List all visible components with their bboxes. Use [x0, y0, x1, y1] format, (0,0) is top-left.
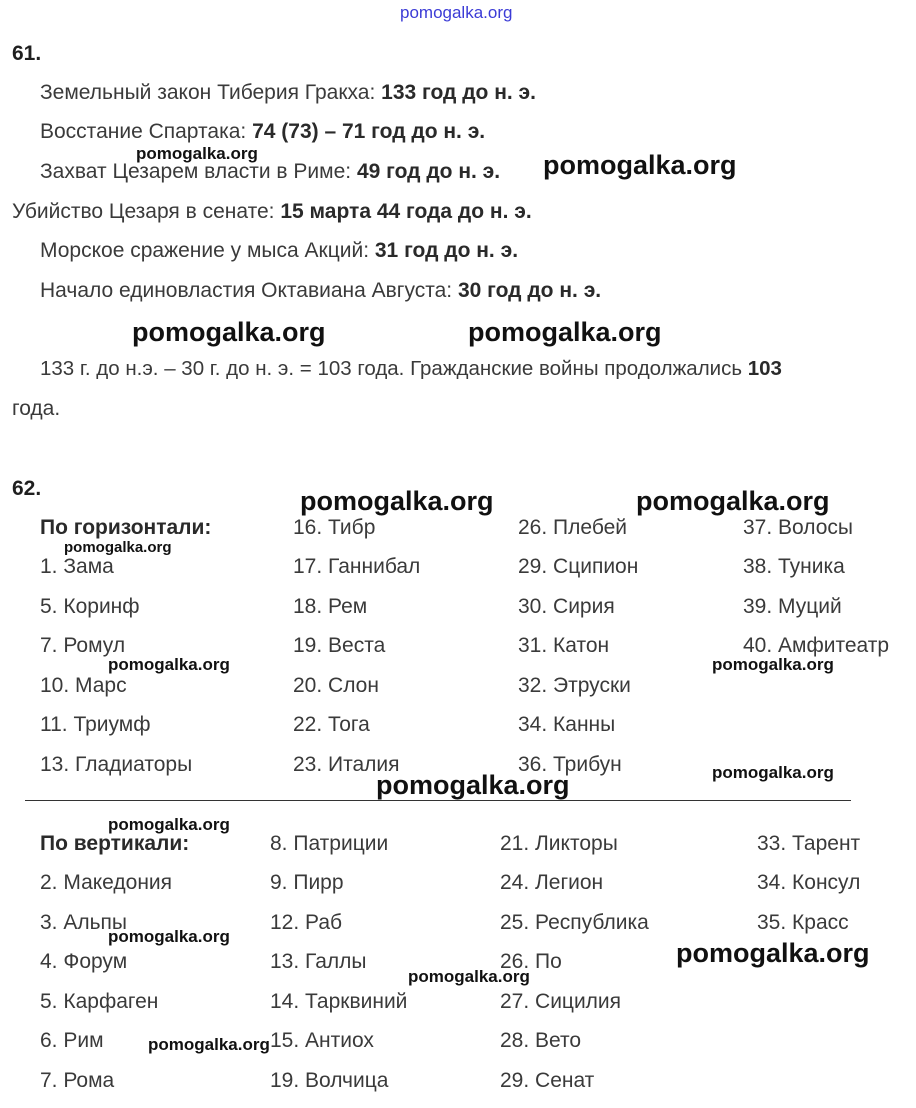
vertical-heading: По вертикали: — [40, 832, 190, 855]
event-row-5 — [40, 240, 518, 261]
answer-item: 4. Форум — [40, 950, 128, 973]
answer-item: 3. Альпы — [40, 911, 128, 934]
watermark: pomogalka.org — [64, 539, 172, 556]
answer-item: 32. Этруски — [518, 674, 631, 697]
watermark: pomogalka.org — [712, 763, 834, 782]
answer-item: 13. Гладиаторы — [40, 753, 193, 776]
event-label: Земельный закон Тиберия Гракха: — [40, 81, 382, 104]
answer-item: 27. Сицилия — [500, 990, 622, 1013]
event-date: 15 марта 44 года до н. э. — [280, 200, 532, 223]
event-label: Восстание Спартака: — [40, 120, 253, 143]
answer-item: 11. Триумф — [40, 713, 151, 736]
answer-item: 29. Сенат — [500, 1069, 595, 1092]
answer-item: 35. Красс — [757, 911, 849, 934]
event-label: Начало единовластия Октавиана Августа: — [40, 279, 458, 302]
watermark: pomogalka.org — [408, 967, 530, 986]
calc-line — [40, 359, 782, 380]
answer-item: 14. Тарквиний — [270, 990, 408, 1013]
answer-item: 30. Сирия — [518, 595, 615, 618]
event-date: 49 год до н. э. — [356, 160, 501, 183]
answer-item: 34. Консул — [757, 871, 861, 894]
calc-text: 133 г. до н.э. – 30 г. до н. э. = 103 года. Гражданские войны продолжались — [40, 357, 748, 380]
answer-item: 6. Рим — [40, 1029, 104, 1052]
answer-item: 34. Канны — [518, 713, 616, 736]
task-62-number: 62. — [12, 477, 42, 500]
watermark: pomogalka.org — [300, 486, 494, 516]
answer-item: 7. Рома — [40, 1069, 115, 1092]
event-date: 31 год до н. э. — [374, 239, 519, 262]
answer-item: 2. Македония — [40, 871, 173, 894]
answer-item: 39. Муций — [743, 595, 842, 618]
watermark: pomogalka.org — [108, 655, 230, 674]
answer-item: 31. Катон — [518, 634, 610, 657]
answer-item: 16. Тибр — [293, 516, 376, 539]
answer-item: 40. Амфитеатр — [743, 634, 890, 657]
answer-item: 33. Тарент — [757, 832, 861, 855]
answer-item: 19. Волчица — [270, 1069, 389, 1092]
watermark-top[interactable]: pomogalka.org — [400, 3, 513, 22]
watermark: pomogalka.org — [148, 1035, 270, 1054]
answer-item: 26. По — [500, 950, 562, 973]
answer-item: 19. Веста — [293, 634, 386, 657]
event-label: Захват Цезарем власти в Риме: — [40, 160, 357, 183]
answer-item: 24. Легион — [500, 871, 604, 894]
answer-item: 17. Ганнибал — [293, 555, 421, 578]
horizontal-heading: По горизонтали: — [40, 516, 212, 539]
answer-item: 13. Галлы — [270, 950, 367, 973]
answer-item: 12. Раб — [270, 911, 343, 934]
answer-item: 26. Плебей — [518, 516, 628, 539]
task-61-number: 61. — [12, 42, 42, 65]
answer-item: 7. Ромул — [40, 634, 126, 657]
answer-item: 5. Коринф — [40, 595, 140, 618]
section-divider — [25, 800, 851, 801]
watermark: pomogalka.org — [676, 938, 870, 968]
answer-item: 23. Италия — [293, 753, 400, 776]
watermark: pomogalka.org — [636, 486, 830, 516]
answer-item: 5. Карфаген — [40, 990, 159, 1013]
event-row-4 — [12, 201, 532, 222]
watermark: pomogalka.org — [376, 770, 570, 800]
watermark: pomogalka.org — [136, 144, 258, 163]
calc-bold: 103 — [747, 357, 782, 380]
answer-item: 21. Ликторы — [500, 832, 618, 855]
answer-item: 29. Сципион — [518, 555, 639, 578]
answer-item: 37. Волосы — [743, 516, 854, 539]
event-date: 74 (73) – 71 год до н. э. — [252, 120, 486, 143]
answer-item: 22. Тога — [293, 713, 370, 736]
event-date: 30 год до н. э. — [457, 279, 602, 302]
watermark: pomogalka.org — [468, 317, 662, 347]
event-row-2 — [40, 121, 485, 142]
event-row-6 — [40, 280, 601, 301]
event-row-3 — [40, 161, 500, 182]
watermark: pomogalka.org — [543, 150, 737, 180]
event-date: 133 год до н. э. — [381, 81, 536, 104]
answer-item: 38. Туника — [743, 555, 845, 578]
answer-item: 1. Зама — [40, 555, 114, 578]
watermark: pomogalka.org — [132, 317, 326, 347]
answer-item: 18. Рем — [293, 595, 368, 618]
answer-item: 20. Слон — [293, 674, 379, 697]
answer-item: 36. Трибун — [518, 753, 622, 776]
answer-item: 28. Вето — [500, 1029, 582, 1052]
answer-item: 9. Пирр — [270, 871, 344, 894]
watermark: pomogalka.org — [712, 655, 834, 674]
watermark: pomogalka.org — [108, 927, 230, 946]
answer-item: 8. Патриции — [270, 832, 389, 855]
calc-line-end: года. — [12, 397, 61, 420]
answer-item: 15. Антиох — [270, 1029, 374, 1052]
answer-item: 10. Марс — [40, 674, 127, 697]
event-label: Убийство Цезаря в сенате: — [12, 200, 281, 223]
answer-item: 25. Республика — [500, 911, 649, 934]
event-label: Морское сражение у мыса Акций: — [40, 239, 375, 262]
event-row-1 — [40, 82, 536, 103]
watermark: pomogalka.org — [108, 815, 230, 834]
